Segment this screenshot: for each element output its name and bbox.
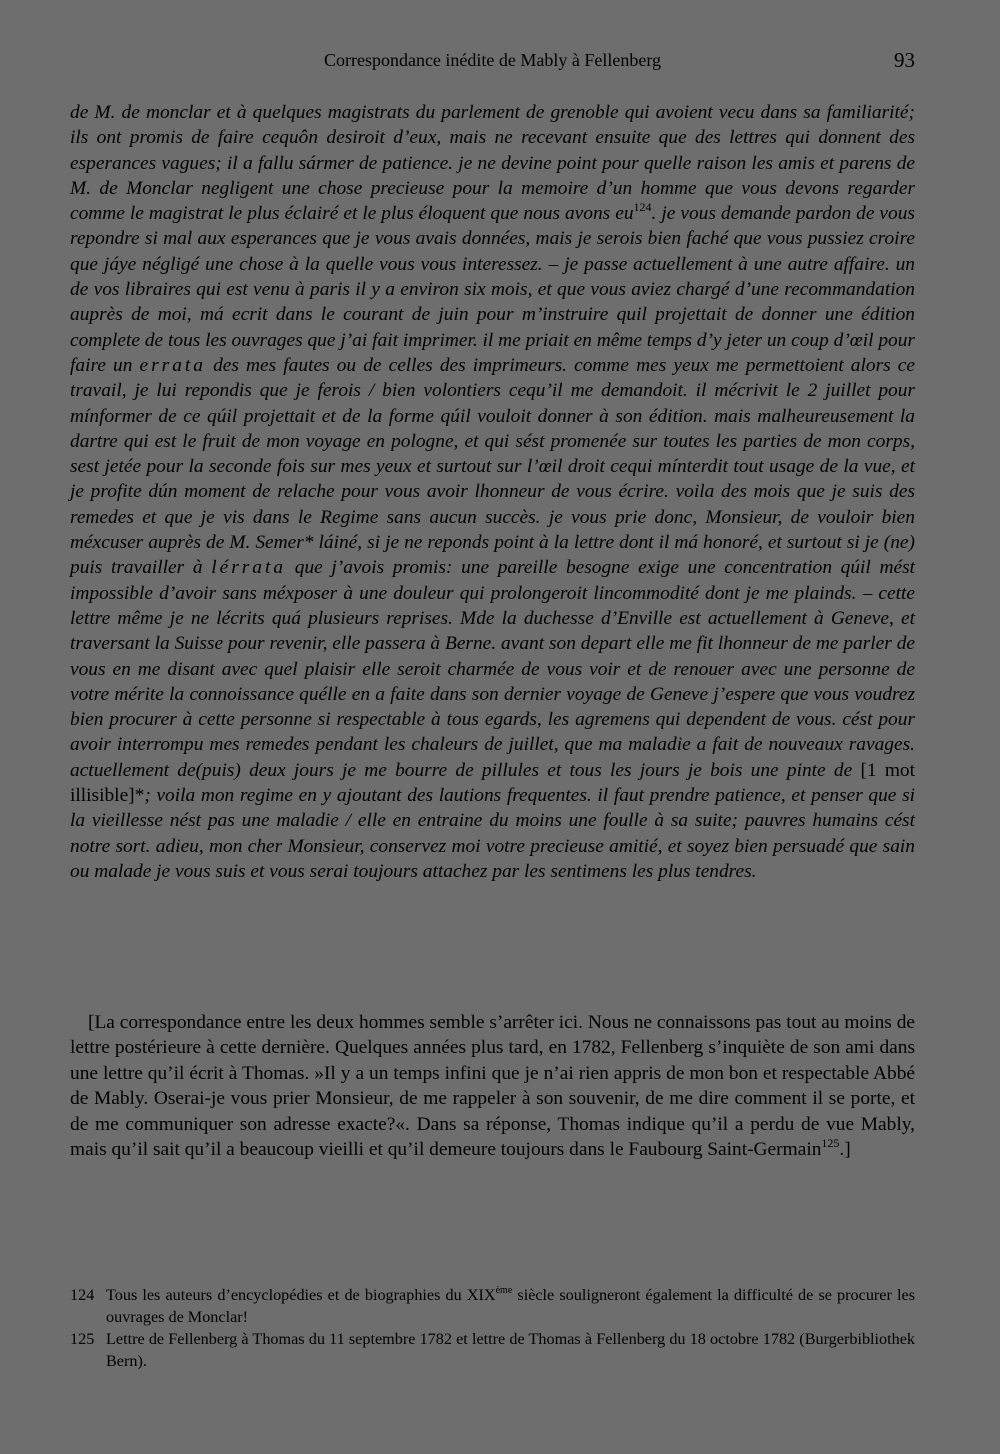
commentary-paragraph: [70, 1010, 915, 1162]
footnote-number: 125: [70, 1330, 95, 1348]
letter-segment: . je vous demande pardon de vous repondre si mal aux esperances que je vous avais données, mais je serois bien faché que vous pussiez croire que jáye négligé une chose à la quelle vous vous interessez. – je passe actuellement à une autre affaire. un de vos libraires qui est venu à paris il y a environ six mois, et que vous aviez chargé d’une recommandation auprès de moi, má ecrit dans le courant de juin pour m’instruire quil projettait de donner une édition complete de tous les ouvrages que j’ai fait imprimer. il me priait en même temps d’y jeter un coup d’œil pour faire un: [70, 203, 915, 376]
spaced-word-errata: lérrata: [211, 557, 287, 579]
footnote-number: 124: [70, 1286, 95, 1304]
footnote-text: [106, 1284, 915, 1328]
commentary-end: .]: [839, 1139, 851, 1161]
footnote-ref-124[interactable]: 124: [633, 200, 652, 215]
letter-segment: des mes fautes ou de celles des imprimeurs. comme mes yeux me permettoient alors ce travail, je lui repondis que je ferois / bien volontiers cequ’il me demandoit. il mécrivit le 2 juillet pour mínformer de ce qúil projettait et de la forme qúil vouloit donner à son édition. mais malheureusement la dartre qui est le fruit de mon voyage en pologne, et qui sést promenée sur toutes les parties de mon corps, sest jetée pour la seconde fois sur mes yeux et surtout sur l’œil droit cequi mínterdit tout usage de la vue, et je profite dún moment de relache pour vous avoir lhonneur de vous écrire. voila des mois que je suis des remedes et que je vis dans le Regime sans aucun succès. je vous prie donc, Monsieur, de vouloir bien méxcuser auprès de M. Semer* láiné, si je ne reponds point à la lettre dont il má honoré, et surtout si je (ne) puis travailler à: [70, 354, 915, 579]
footnote-ref-125[interactable]: 125: [821, 1136, 840, 1151]
footnote-text: [106, 1328, 915, 1372]
footnote-text-part: Lettre de Fellenberg à Thomas du 11 septembre 1782 et lettre de Thomas à Fellenberg du 18 octobre 1782 (Burgerbibliothek Bern).: [106, 1330, 915, 1370]
footnote-125: [70, 1328, 915, 1372]
letter-segment: de M. de monclar et à quelques magistrats du parlement de grenoble qui avoient vecu dans sa familiarité; ils ont promis de faire cequôn desiroit d’eux, mais ne recevant ensuite que des lettres qui donnent des esperances vagues; il a fallu sármer de patience. je ne devine point pour quelle raison les amis et parens de M. de Monclar negligent une chose precieuse pour la memoire d’un homme que vous devons regarder comme le magistrat le plus éclairé et le plus éloquent que nous avons eu: [70, 102, 915, 225]
illegible-note: [1 mot illisible]*: [70, 759, 915, 807]
letter-text: [70, 100, 915, 884]
editorial-commentary: [70, 1010, 915, 1162]
footnote-text-part: Tous les auteurs d’encyclopédies et de biographies du XIX: [106, 1286, 496, 1304]
footnote-text-part: siècle souligneront également la difficulté de se procurer les ouvrages de Monclar!: [106, 1286, 915, 1326]
page-header: [70, 48, 915, 76]
running-title: Correspondance inédite de Mably à Fellenberg: [323, 50, 662, 70]
page-number: 93: [894, 48, 915, 72]
footnotes: [70, 1284, 915, 1372]
letter-segment: ; voila mon regime en y ajoutant des lautions frequentes. il faut prendre patience, et penser que si la vieillesse nést pas une maladie / elle en entraine du moins une foulle à sa suite; pauvres humains cést notre sort. adieu, mon cher Monsieur, conservez moi votre precieuse amitié, et soyez bien persuadé que sain ou malade je vous suis et vous serai toujours attachez par les sentimens les plus tendres.: [70, 785, 915, 882]
commentary-text: [La correspondance entre les deux hommes semble s’arrêter ici. Nous ne connaissons pas tout au moins de lettre postérieure à cette dernière. Quelques années plus tard, en 1782, Fellenberg s’inquiète de son ami dans une lettre qu’il écrit à Thomas. »Il y a un temps infini que je n’ai rien appris de mon bon et respectable Abbé de Mably. Oserai-je vous prier Monsieur, de me rappeler à son souvenir, de me dire comment il se porte, et de me communiquer son adresse exacte?«. Dans sa réponse, Thomas indique qu’il a perdu de vue Mably, mais qu’il sait qu’il a beaucoup vieilli et qu’il demeure toujours dans le Faubourg Saint-Germain: [70, 1012, 915, 1161]
footnote-124: [70, 1284, 915, 1328]
spaced-word-errata: errata: [139, 354, 206, 376]
footnote-superscript: ème: [495, 1285, 513, 1296]
letter-segment: que j’avois promis: une pareille besogne exige une concentration qúil mést impossible d’avoir sans méxposer à une douleur qui prolongeroit lincommodité dont je me plainds. – cette lettre même je ne lécrits quá plusieurs reprises. Mde la duchesse d’Enville est actuellement à Geneve, et traversant la Suisse pour revenir, elle passera à Berne. avant son depart elle me fit lhonneur de me parler de vous en me disant avec quel plaisir elle seroit charmée de vous voir et de renouer avec une personne de votre mérite la connoissance quélle en a faite dans son dernier voyage de Geneve j’espere que vous voudrez bien procurer à cette personne si respectable à tous egards, les agremens qui dependent de vous. cést pour avoir interrompu mes remedes pendant les chaleurs de juillet, que ma maladie a fait de nouveaux ravages. actuellement de(puis) deux jours je me bourre de pillules et tous les jours je bois une pinte de: [70, 557, 916, 781]
